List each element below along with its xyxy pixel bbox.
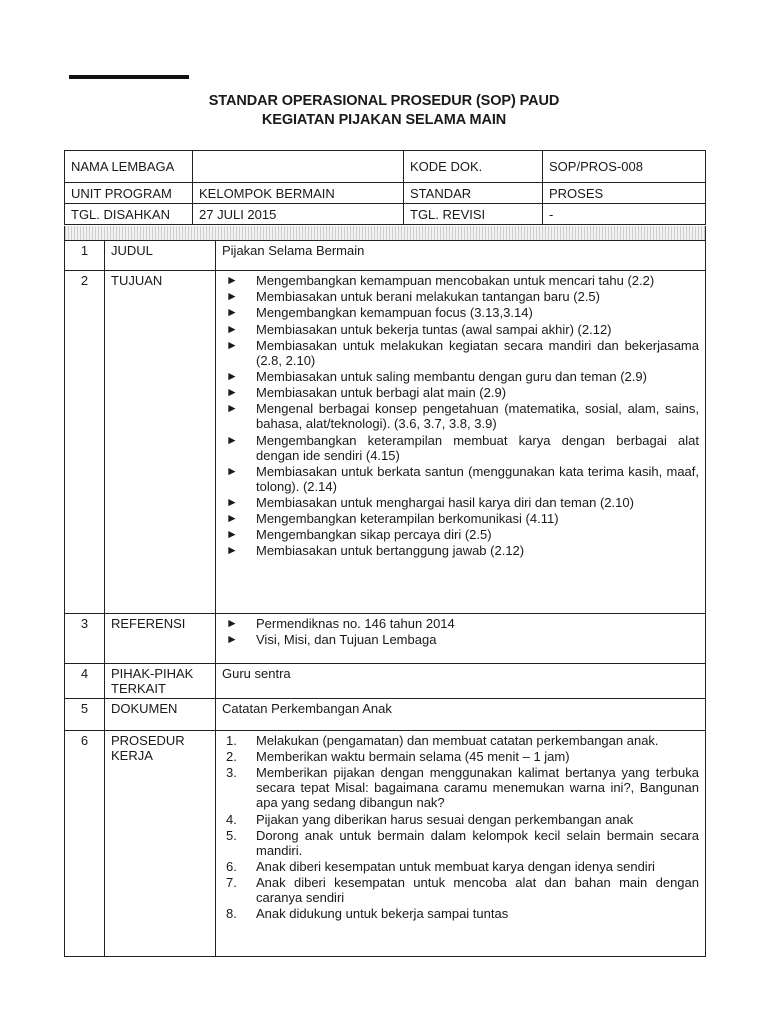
nama-lembaga-value <box>193 151 404 183</box>
list-item: ► Membiasakan untuk melakukan kegiatan secara mandiri dan bekerjasama (2.8, 2.10) <box>222 338 699 368</box>
nama-lembaga-label: NAMA LEMBAGA <box>65 151 193 183</box>
list-item: ► Membiasakan untuk berani melakukan tantangan baru (2.5) <box>222 289 699 304</box>
row-number: 2 <box>65 271 105 614</box>
row-number: 1 <box>65 241 105 271</box>
list-item: 2. Memberikan waktu bermain selama (45 menit – 1 jam) <box>226 749 570 765</box>
tgl-revisi-label: TGL. REVISI <box>404 204 543 225</box>
row-label: TUJUAN <box>105 271 216 614</box>
standar-value: PROSES <box>543 183 706 204</box>
list-item: 4. Pijakan yang diberikan harus sesuai dengan perkembangan anak <box>226 811 634 827</box>
list-item: ► Mengembangkan kemampuan focus (3.13,3.14) <box>222 305 699 320</box>
list-item: ► Mengembangkan kemampuan mencobakan untuk mencari tahu (2.2) <box>222 273 699 288</box>
list-item: 6. Anak diberi kesempatan untuk membuat karya dengan idenya sendiri <box>226 858 655 874</box>
kode-dok-label: KODE DOK. <box>404 151 543 183</box>
document-title: STANDAR OPERASIONAL PROSEDUR (SOP) PAUD <box>208 93 560 109</box>
list-item: 1. Melakukan (pengamatan) dan membuat catatan perkembangan anak. <box>226 733 659 748</box>
tgl-disahkan-label: TGL. DISAHKAN <box>65 204 193 225</box>
document-subtitle: KEGIATAN PIJAKAN SELAMA MAIN <box>261 112 507 128</box>
row-label: DOKUMEN <box>105 699 216 731</box>
standar-label: STANDAR <box>404 183 543 204</box>
header-rule <box>69 75 189 79</box>
list-item: 7. Anak diberi kesempatan untuk mencoba alat dan bahan main dengan caranya sendiri <box>226 875 699 906</box>
row-number: 4 <box>65 664 105 699</box>
list-item: ► Mengembangkan keterampilan membuat karya dengan berbagai alat dengan ide sendiri (4.15) <box>222 433 699 463</box>
list-item: ► Membiasakan untuk berkata santun (menggunakan kata terima kasih, maaf, tolong). (2.14) <box>222 464 699 494</box>
unit-program-value: KELOMPOK BERMAIN <box>193 183 404 204</box>
sop-content-table <box>64 240 706 957</box>
table-row <box>65 271 706 614</box>
list-item: ► Membiasakan untuk bekerja tuntas (awal sampai akhir) (2.12) <box>222 322 699 337</box>
tgl-revisi-value: - <box>543 204 706 225</box>
row-label: REFERENSI <box>105 614 216 664</box>
table-row <box>65 664 706 699</box>
row-label: PIHAK-PIHAK TERKAIT <box>105 664 216 699</box>
list-item: 5. Dorong anak untuk bermain dalam kelompok kecil selain bermain secara mandiri. <box>226 827 699 858</box>
list-item: ► Membiasakan untuk bertanggung jawab (2.12) <box>222 543 699 558</box>
list-item: ► Visi, Misi, dan Tujuan Lembaga <box>222 632 699 647</box>
row-number: 3 <box>65 614 105 664</box>
list-item: ► Mengenal berbagai konsep pengetahuan (matematika, sosial, alam, sains, bahasa, alat/teknologi). (3.6, 3.7, 3.8, 3.9) <box>222 401 699 431</box>
judul-text: Pijakan Selama Bermain <box>216 241 706 271</box>
list-item: ► Membiasakan untuk saling membantu dengan guru dan teman (2.9) <box>222 369 699 384</box>
table-row <box>65 241 706 271</box>
list-item: ► Permendiknas no. 146 tahun 2014 <box>222 616 699 631</box>
row-number: 5 <box>65 699 105 731</box>
tgl-disahkan-value: 27 JULI 2015 <box>193 204 404 225</box>
prosedur-steps <box>222 733 699 921</box>
referensi-list <box>222 616 699 647</box>
unit-program-label: UNIT PROGRAM <box>65 183 193 204</box>
table-row <box>65 731 706 957</box>
separator-stripe <box>64 226 706 240</box>
table-row <box>65 614 706 664</box>
list-item: 8. Anak didukung untuk bekerja sampai tuntas <box>226 906 509 922</box>
tujuan-list <box>222 273 699 558</box>
kode-dok-value: SOP/PROS-008 <box>543 151 706 183</box>
pihak-terkait-text: Guru sentra <box>216 664 706 699</box>
row-label: JUDUL <box>105 241 216 271</box>
list-item: ► Mengembangkan keterampilan berkomunikasi (4.11) <box>222 511 699 526</box>
list-item: ► Membiasakan untuk menghargai hasil karya diri dan teman (2.10) <box>222 495 699 510</box>
row-label: PROSEDUR KERJA <box>105 731 216 957</box>
table-row <box>65 699 706 731</box>
dokumen-text: Catatan Perkembangan Anak <box>216 699 706 731</box>
row-number: 6 <box>65 731 105 957</box>
list-item: ► Mengembangkan sikap percaya diri (2.5) <box>222 527 699 542</box>
list-item: 3. Memberikan pijakan dengan menggunakan kalimat bertanya yang terbuka secara tepat Misal: bagaimana caramu menemukan warna ini?, Bangunan apa yang sedang dibangun nak? <box>226 765 699 811</box>
document-info-table <box>64 150 706 225</box>
list-item: ► Membiasakan untuk berbagi alat main (2.9) <box>222 385 699 400</box>
